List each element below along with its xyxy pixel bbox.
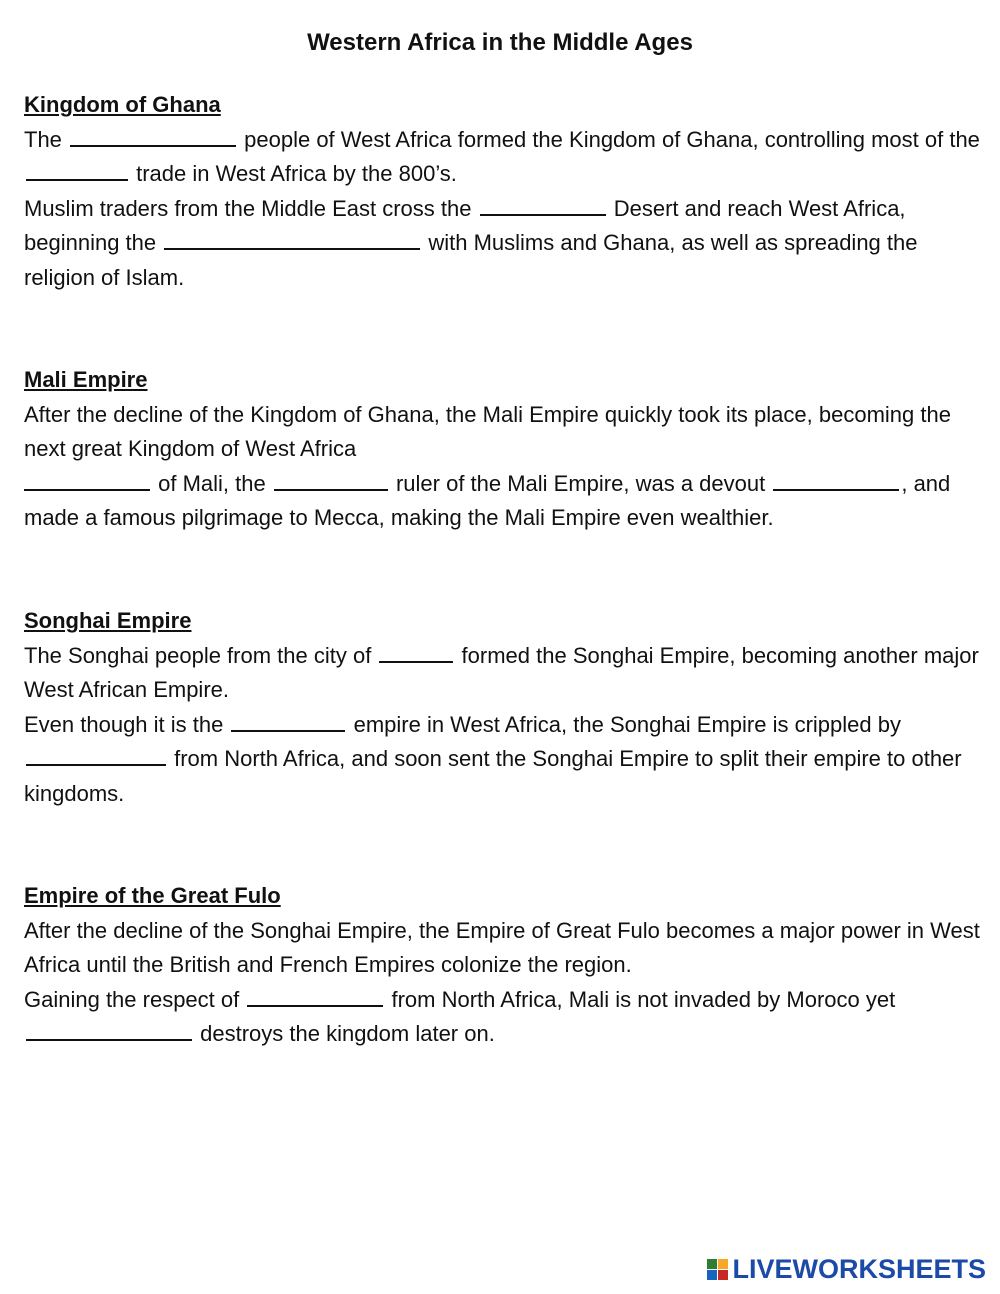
answer-blank[interactable] xyxy=(24,471,150,491)
paragraph: Gaining the respect of from North Africa, Mali is not invaded by Moroco yet destroys the kingdom later on. xyxy=(24,986,896,1047)
section-empire-of-great-fulo xyxy=(24,879,984,1052)
page-title: Western Africa in the Middle Ages xyxy=(307,29,693,56)
answer-blank[interactable] xyxy=(231,712,345,732)
answer-blank[interactable] xyxy=(379,643,453,663)
paragraph: The people of West Africa formed the Kingdom of Ghana, controlling most of the trade in West Africa by the 800’s. xyxy=(24,126,980,187)
answer-blank[interactable] xyxy=(26,746,166,766)
section-heading: Kingdom of Ghana xyxy=(24,92,221,117)
answer-blank[interactable] xyxy=(773,471,899,491)
answer-blank[interactable] xyxy=(480,196,606,216)
section-heading: Songhai Empire xyxy=(24,608,192,633)
paragraph: After the decline of the Kingdom of Ghana, the Mali Empire quickly took its place, becoming the next great Kingdom of West Africa xyxy=(24,401,951,462)
answer-blank[interactable] xyxy=(26,161,128,181)
section-mali-empire xyxy=(24,363,984,536)
liveworksheets-logo xyxy=(707,1254,986,1284)
paragraph: After the decline of the Songhai Empire, the Empire of Great Fulo becomes a major power in West Africa until the British and French Empires colonize the region. xyxy=(24,917,980,978)
section-heading: Mali Empire xyxy=(24,367,148,392)
paragraph: Even though it is the empire in West Africa, the Songhai Empire is crippled by from North Africa, and soon sent the Songhai Empire to split their empire to other kingdoms. xyxy=(24,711,962,806)
logo-text: LIVEWORKSHEETS xyxy=(732,1253,986,1284)
paragraph: of Mali, the ruler of the Mali Empire, was a devout , and made a famous pilgrimage to Mecca, making the Mali Empire even wealthier. xyxy=(24,470,951,531)
answer-blank[interactable] xyxy=(247,987,383,1007)
section-songhai-empire xyxy=(24,604,984,811)
paragraph: Muslim traders from the Middle East cross the Desert and reach West Africa, beginning the with Muslims and Ghana, as well as spreading the religion of Islam. xyxy=(24,195,918,290)
paragraph: The Songhai people from the city of formed the Songhai Empire, becoming another major West African Empire. xyxy=(24,642,979,703)
section-kingdom-of-ghana xyxy=(24,88,984,295)
answer-blank[interactable] xyxy=(70,127,236,147)
logo-grid-icon xyxy=(707,1259,728,1280)
section-heading: Empire of the Great Fulo xyxy=(24,883,281,908)
answer-blank[interactable] xyxy=(274,471,388,491)
answer-blank[interactable] xyxy=(26,1021,192,1041)
answer-blank[interactable] xyxy=(164,230,420,250)
